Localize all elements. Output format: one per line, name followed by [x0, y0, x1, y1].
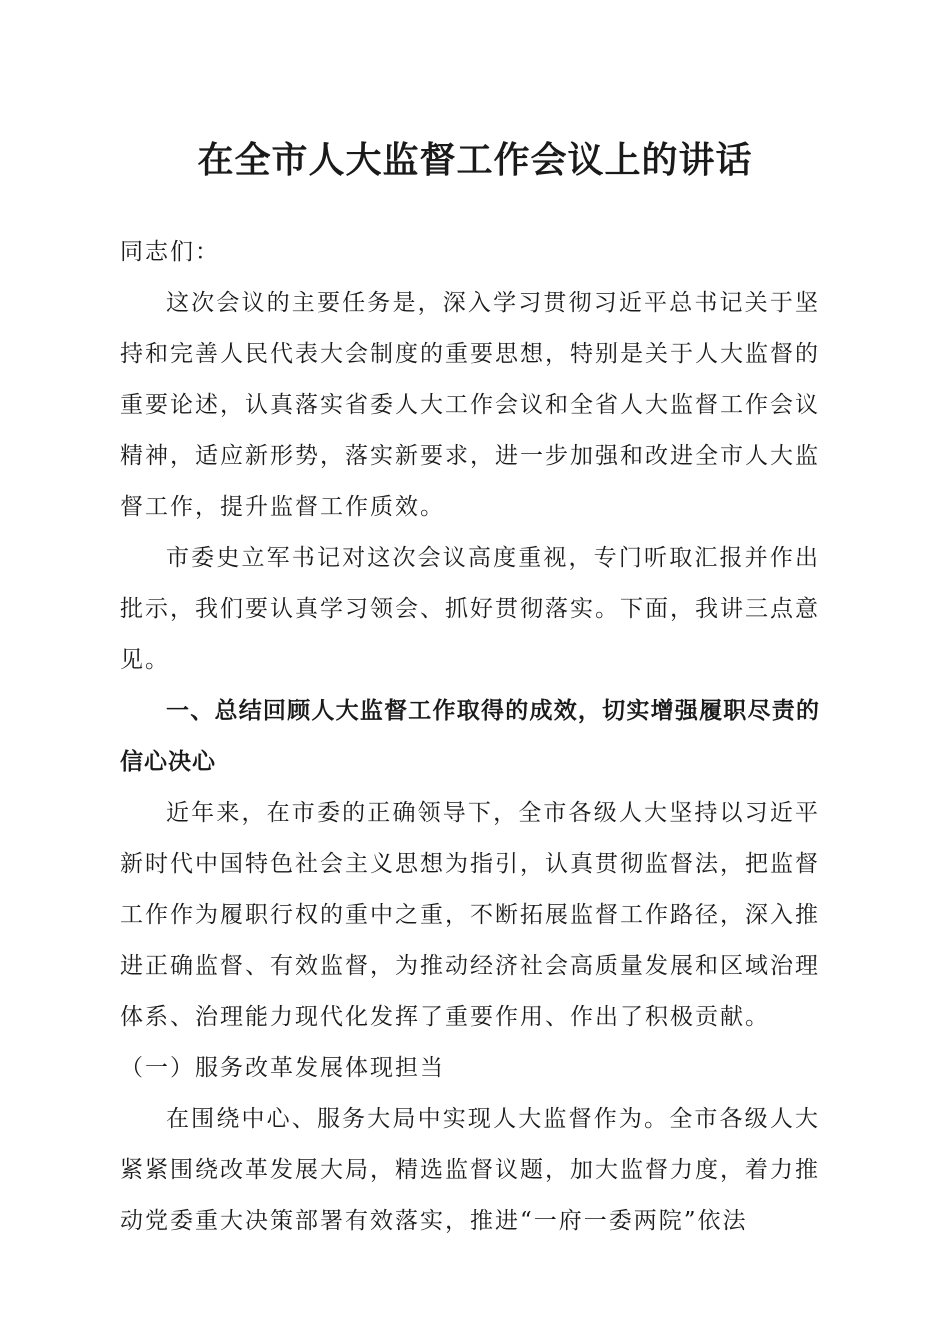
- document-title: 在全市人大监督工作会议上的讲话: [197, 139, 753, 181]
- sub-heading: （一）服务改革发展体现担当: [120, 1055, 445, 1081]
- paragraph-instructions: 市委史立军书记对这次会议高度重视，专门听取汇报并作出批示，我们要认真学习领会、抓好贯彻落实。下面，我讲三点意见。: [120, 545, 820, 673]
- paragraph-achievements: 近年来，在市委的正确领导下，全市各级人大坚持以习近平新时代中国特色社会主义思想为指引，认真贯彻监督法，把监督工作作为履职行权的重中之重，不断拓展监督工作路径，深入推进正确监督、有效监督，为推动经济社会高质量发展和区域治理体系、治理能力现代化发挥了重要作用、作出了积极贡献。: [120, 800, 820, 1030]
- paragraph-service: 在围绕中心、服务大局中实现人大监督作为。全市各级人大紧紧围绕改革发展大局，精选监督议题，加大监督力度，着力推动党委重大决策部署有效落实，推进“一府一委两院”依法: [120, 1106, 820, 1234]
- paragraph-intro: 这次会议的主要任务是，深入学习贯彻习近平总书记关于坚持和完善人民代表大会制度的重要思想，特别是关于人大监督的重要论述，认真落实省委人大工作会议和全省人大监督工作会议精神，适应新形势，落实新要求，进一步加强和改进全市人大监督工作，提升监督工作质效。: [120, 290, 820, 520]
- section-heading: 一、总结回顾人大监督工作取得的成效，切实增强履职尽责的信心决心: [120, 698, 820, 775]
- salutation: 同志们：: [120, 239, 220, 265]
- document-body: [120, 227, 820, 1247]
